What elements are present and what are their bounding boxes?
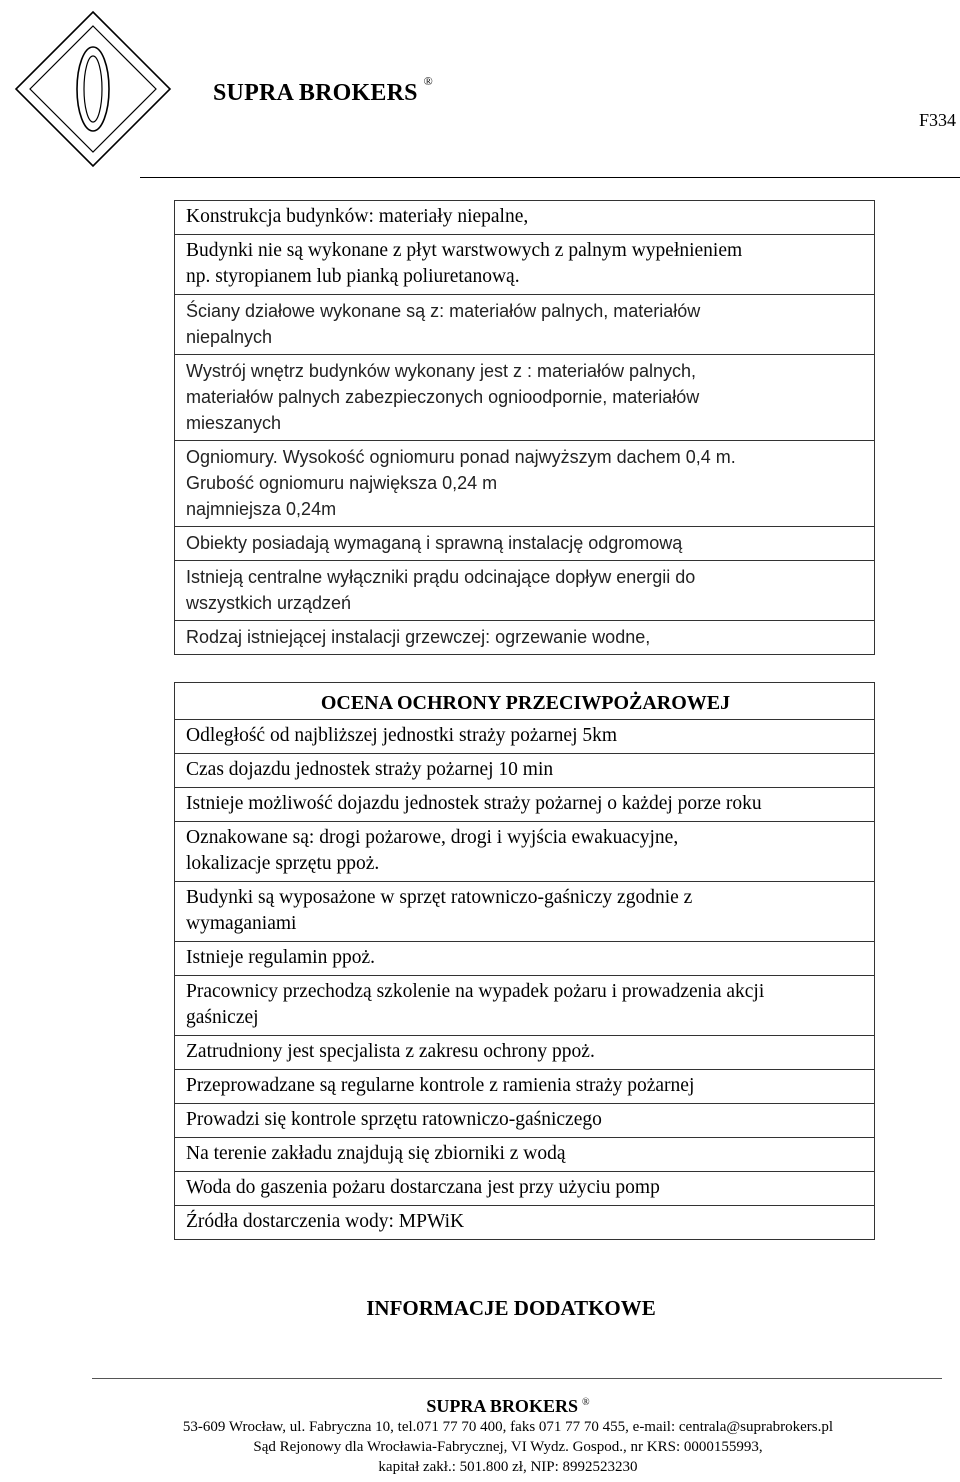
cell-line: Rodzaj istniejącej instalacji grzewczej: ogrzewanie wodne, xyxy=(186,627,651,647)
footer-address: 53-609 Wrocław, ul. Fabryczna 10, tel.071 77 70 400, faks 071 77 70 455, e-mail: centrala@suprabrokers.pl xyxy=(182,1419,834,1435)
table-cell xyxy=(175,527,875,561)
table-cell xyxy=(175,201,875,235)
fire-protection-table xyxy=(174,682,875,1240)
table-cell xyxy=(175,822,875,882)
table-cell xyxy=(175,1104,875,1138)
cell-line: Istnieją centralne wyłączniki prądu odcinające dopływ energii do xyxy=(186,567,696,587)
table-cell xyxy=(175,942,875,976)
table-row xyxy=(175,441,875,527)
table-cell xyxy=(175,1070,875,1104)
table-cell xyxy=(175,788,875,822)
cell-line: Czas dojazdu jednostek straży pożarnej 10 min xyxy=(186,759,554,780)
table-row xyxy=(175,1070,875,1104)
cell-line: Budynki są wyposażone w sprzęt ratowniczo-gaśniczy zgodnie z xyxy=(186,887,693,908)
cell-line: Grubość ogniomuru największa 0,24 m xyxy=(186,473,498,493)
table-cell xyxy=(175,976,875,1036)
cell-line: Oznakowane są: drogi pożarowe, drogi i wyjścia ewakuacyjne, xyxy=(186,827,679,848)
cell-line: najmniejsza 0,24m xyxy=(186,499,337,519)
table-cell xyxy=(175,754,875,788)
footer-capital: kapitał zakł.: 501.800 zł, NIP: 8992523230 xyxy=(378,1459,638,1475)
table-row xyxy=(175,822,875,882)
cell-line: wymaganiami xyxy=(186,913,297,934)
header-brand xyxy=(213,74,433,107)
construction-table xyxy=(174,200,875,655)
table-cell xyxy=(175,235,875,295)
table-cell xyxy=(175,355,875,441)
cell-line: mieszanych xyxy=(186,413,282,433)
footer-brand-name: SUPRA BROKERS xyxy=(426,1396,578,1416)
cell-line: Istnieje regulamin ppoż. xyxy=(186,947,375,968)
table-row xyxy=(175,788,875,822)
table-row xyxy=(175,1172,875,1206)
footer-registered-mark: ® xyxy=(581,1397,590,1408)
cell-line: Prowadzi się kontrole sprzętu ratowniczo-gaśniczego xyxy=(186,1109,602,1130)
table-row xyxy=(175,1138,875,1172)
table-row xyxy=(175,720,875,754)
table-cell xyxy=(175,882,875,942)
cell-line: Przeprowadzane są regularne kontrole z ramienia straży pożarnej xyxy=(186,1075,695,1096)
table-row xyxy=(175,235,875,295)
cell-line: Pracownicy przechodzą szkolenie na wypadek pożaru i prowadzenia akcji xyxy=(186,981,765,1002)
header-brand-name: SUPRA BROKERS xyxy=(213,80,418,106)
table-row xyxy=(175,1104,875,1138)
cell-line: Wystrój wnętrz budynków wykonany jest z : materiałów palnych, xyxy=(186,361,697,381)
footer-brand xyxy=(0,1396,960,1417)
cell-line: Istnieje możliwość dojazdu jednostek straży pożarnej o każdej porze roku xyxy=(186,793,762,814)
table-cell xyxy=(175,1172,875,1206)
table-row xyxy=(175,882,875,942)
cell-line: Źródła dostarczenia wody: MPWiK xyxy=(186,1211,465,1232)
cell-line: Na terenie zakładu znajdują się zbiorniki z wodą xyxy=(186,1143,566,1164)
cell-line: niepalnych xyxy=(186,327,273,347)
additional-info-title: INFORMACJE DODATKOWE xyxy=(366,1296,656,1320)
cell-line: Konstrukcja budynków: materiały niepalne, xyxy=(186,206,529,227)
cell-line: np. styropianem lub pianką poliuretanową. xyxy=(186,266,520,287)
table-cell xyxy=(175,720,875,754)
table-cell xyxy=(175,441,875,527)
table-row xyxy=(175,621,875,655)
section-title-row xyxy=(175,683,875,720)
table-cell xyxy=(175,1138,875,1172)
table-cell xyxy=(175,621,875,655)
footer-divider xyxy=(92,1378,942,1379)
cell-line: gaśniczej xyxy=(186,1007,259,1028)
table-cell xyxy=(175,1206,875,1240)
header-divider xyxy=(140,177,960,178)
footer-court: Sąd Rejonowy dla Wrocławia-Fabrycznej, VI Wydz. Gospod., nr KRS: 0000155993, xyxy=(253,1439,763,1455)
cell-line: Odległość od najbliższej jednostki straży pożarnej 5km xyxy=(186,725,618,746)
table-row xyxy=(175,754,875,788)
cell-line: materiałów palnych zabezpieczonych ognioodpornie, materiałów xyxy=(186,387,700,407)
table-row xyxy=(175,527,875,561)
table-row xyxy=(175,1206,875,1240)
cell-line: Ściany działowe wykonane są z: materiałów palnych, materiałów xyxy=(186,301,701,321)
table-row xyxy=(175,201,875,235)
table-row xyxy=(175,295,875,355)
cell-line: Zatrudniony jest specjalista z zakresu ochrony ppoż. xyxy=(186,1041,595,1062)
table-row xyxy=(175,942,875,976)
registered-mark: ® xyxy=(423,74,433,88)
document-code: F334 xyxy=(918,110,956,130)
cell-line: wszystkich urządzeń xyxy=(186,593,352,613)
section-title: OCENA OCHRONY PRZECIWPOŻAROWEJ xyxy=(175,683,875,720)
company-logo xyxy=(14,10,172,168)
footer xyxy=(0,1396,960,1477)
table-cell xyxy=(175,1036,875,1070)
table-row xyxy=(175,355,875,441)
cell-line: Ogniomury. Wysokość ogniomuru ponad najwyższym dachem 0,4 m. xyxy=(186,447,736,467)
cell-line: lokalizacje sprzętu ppoż. xyxy=(186,853,380,874)
table-cell xyxy=(175,295,875,355)
cell-line: Woda do gaszenia pożaru dostarczana jest przy użyciu pomp xyxy=(186,1177,660,1198)
table-row xyxy=(175,976,875,1036)
table-row xyxy=(175,1036,875,1070)
table-cell xyxy=(175,561,875,621)
cell-line: Obiekty posiadają wymaganą i sprawną instalację odgromową xyxy=(186,533,683,553)
table-row xyxy=(175,561,875,621)
cell-line: Budynki nie są wykonane z płyt warstwowych z palnym wypełnieniem xyxy=(186,240,743,261)
